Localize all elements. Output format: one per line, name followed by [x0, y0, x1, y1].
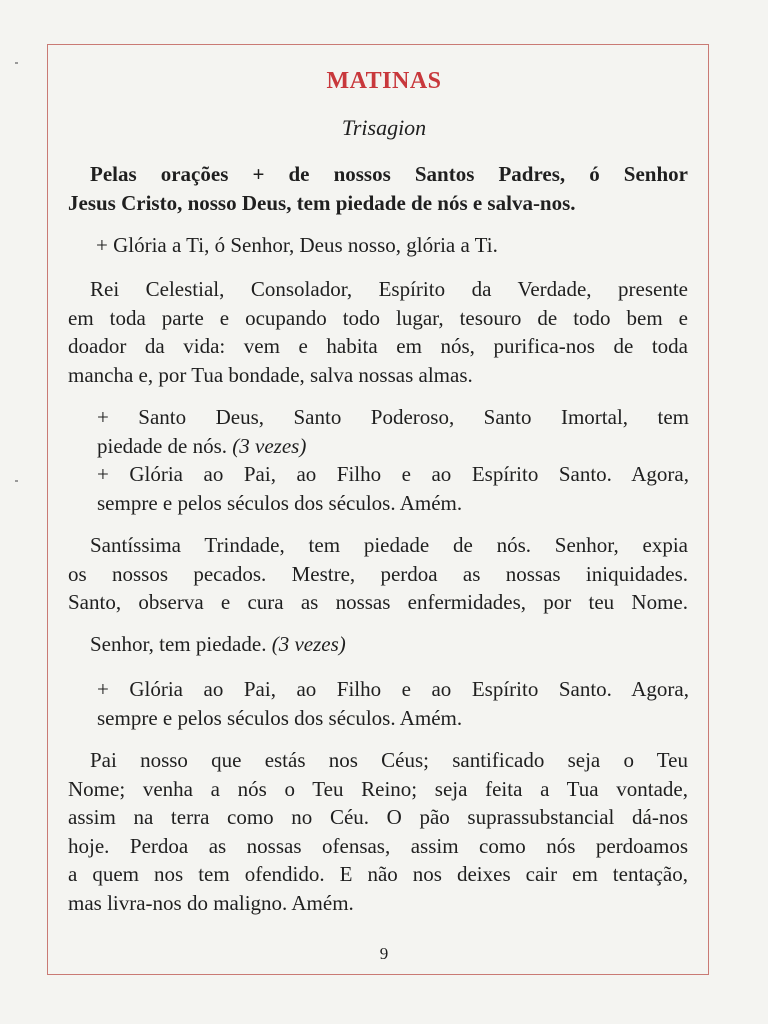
gloria-ao-pai-block — [97, 675, 689, 732]
gloria-a-ti: + Glória a Ti, ó Senhor, Deus nosso, glória a Ti. — [96, 233, 498, 257]
santissima-trindade-paragraph — [68, 531, 688, 617]
senhor-tem-piedade — [90, 630, 688, 659]
scan-mark — [15, 62, 18, 64]
prayer-line: sempre e pelos séculos dos séculos. Amém. — [97, 490, 463, 515]
prayer-line: Pai nosso que estás nos Céus; santificado seja o Teu — [90, 748, 688, 772]
prayer-line: mancha e, por Tua bondade, salva nossas almas. — [68, 362, 473, 387]
repeat-note: (3 vezes) — [232, 433, 307, 458]
prayer-line: a quem nos tem ofendido. E não nos deixes cair em tentação, — [68, 862, 688, 886]
pai-nosso-paragraph — [68, 746, 688, 917]
prayer-line: + Santo Deus, Santo Poderoso, Santo Imortal, tem — [97, 405, 689, 429]
scan-mark — [15, 480, 18, 482]
prayer-line: + Glória ao Pai, ao Filho e ao Espírito Santo. Agora, — [97, 677, 689, 701]
section-subtitle: Trisagion — [341, 115, 427, 140]
prayer-line: Santo, observa e cura as nossas enfermidades, por teu Nome. — [68, 590, 688, 614]
prayer-line: assim na terra como no Céu. O pão suprassubstancial dá-nos — [68, 805, 688, 829]
trisagion-block — [97, 403, 689, 517]
page-number: 9 — [379, 944, 389, 963]
prayer-line: doador da vida: vem e habita em nós, purifica-nos de toda — [68, 334, 688, 358]
page-title: MATINAS — [326, 68, 442, 94]
prayer-line: Santíssima Trindade, tem piedade de nós. Senhor, expia — [90, 533, 688, 557]
opening-prayer — [68, 160, 688, 217]
prayer-line — [97, 432, 689, 461]
opening-prayer-line: Jesus Cristo, nosso Deus, tem piedade de nós e salva-nos. — [68, 190, 576, 215]
prayer-line: em toda parte e ocupando todo lugar, tesouro de todo bem e — [68, 305, 688, 330]
prayer-line: mas livra-nos do maligno. Amém. — [68, 890, 354, 915]
prayer-line: + Glória ao Pai, ao Filho e ao Espírito Santo. Agora, — [97, 462, 689, 486]
repeat-note: (3 vezes) — [271, 632, 346, 656]
prayer-line: os nossos pecados. Mestre, perdoa as nossas iniquidades. — [68, 561, 688, 586]
prayer-line: Nome; venha a nós o Teu Reino; seja feita a Tua vontade, — [68, 776, 688, 801]
rei-celestial-paragraph — [68, 275, 688, 389]
prayer-line: Rei Celestial, Consolador, Espírito da Verdade, presente — [90, 277, 688, 301]
prayer-line: hoje. Perdoa as nossas ofensas, assim como nós perdoamos — [68, 833, 688, 858]
prayer-text: Senhor, tem piedade. — [90, 632, 267, 656]
prayer-text: piedade de nós. — [97, 433, 228, 458]
prayer-line: sempre e pelos séculos dos séculos. Amém. — [97, 705, 463, 730]
opening-prayer-line: Pelas orações + de nossos Santos Padres, ó Senhor — [90, 162, 688, 186]
